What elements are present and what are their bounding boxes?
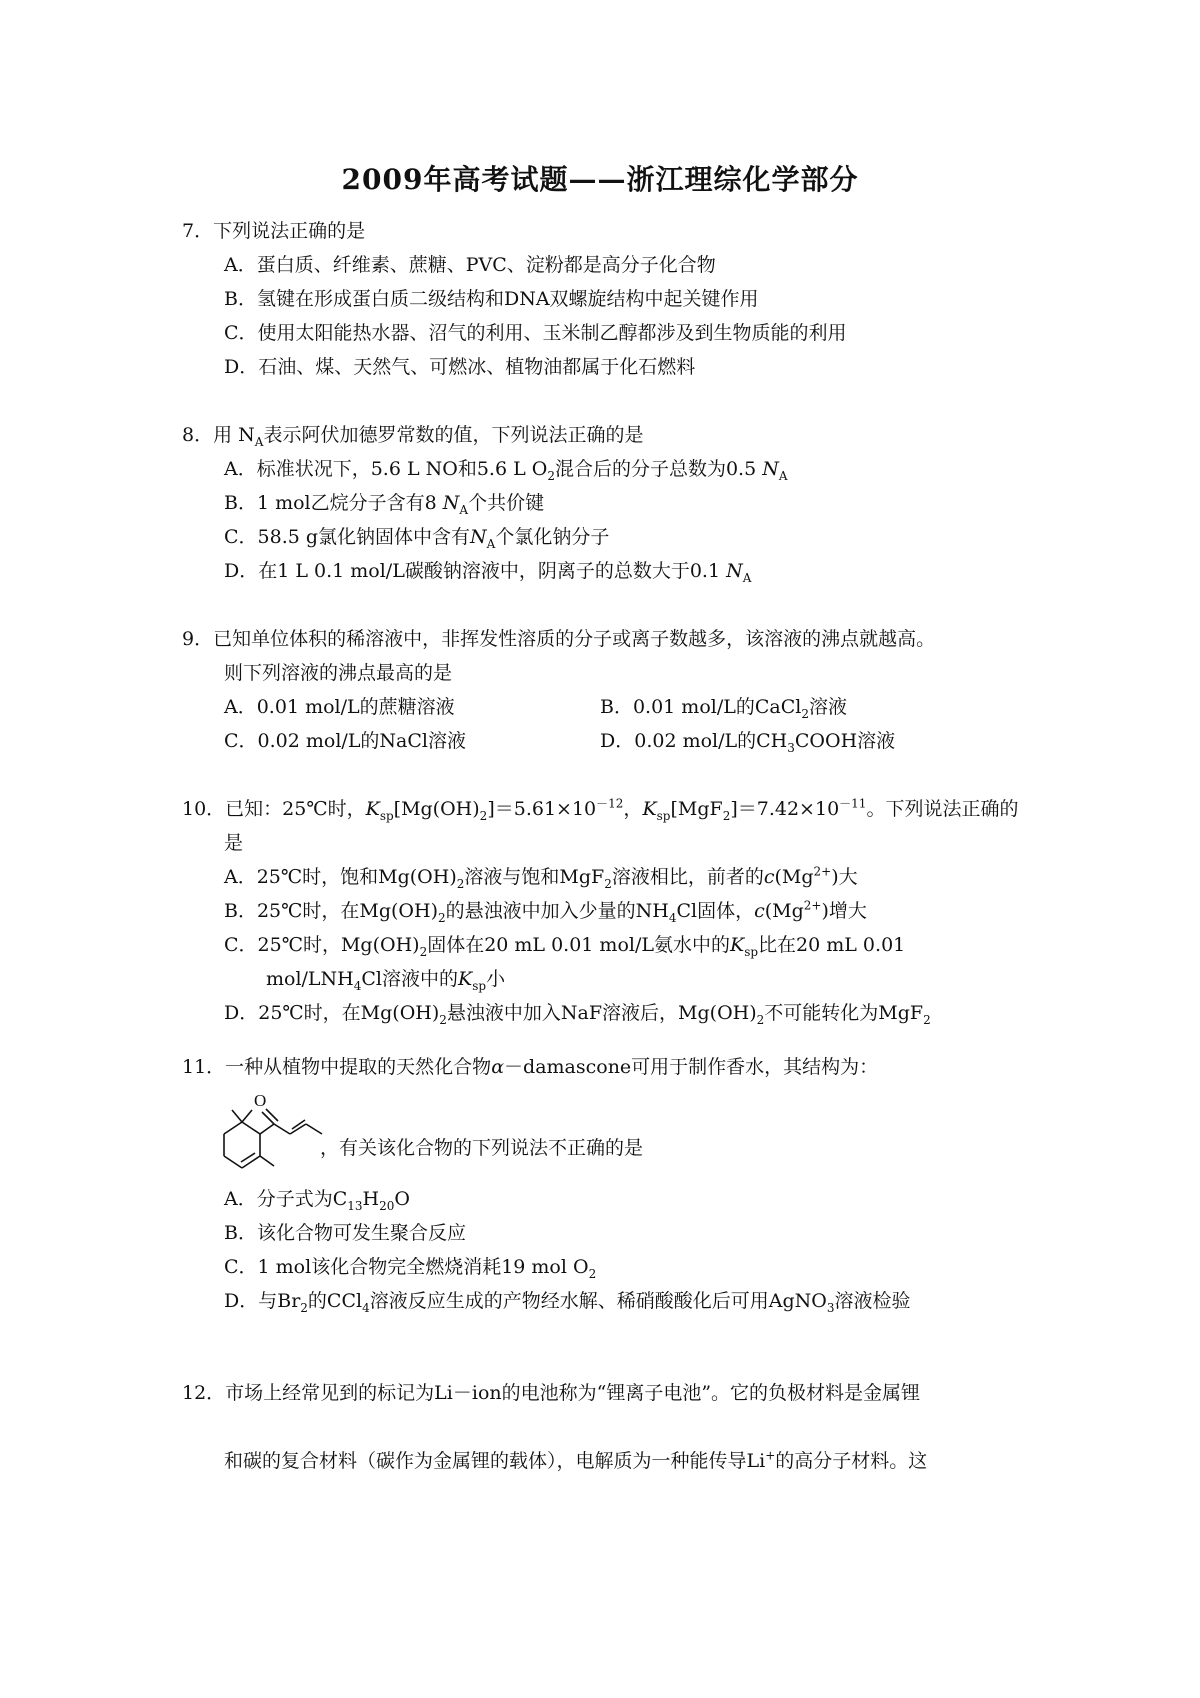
question-11-stem: 11．一种从植物中提取的天然化合物α－damascone可用于制作香水，其结构为： bbox=[182, 1056, 879, 1078]
oxygen-atom-label: O bbox=[254, 1091, 267, 1110]
question-7-option-c: C．使用太阳能热水器、沼气的利用、玉米制乙醇都涉及到生物质能的利用 bbox=[224, 322, 847, 344]
question-7-option-b: B．氢键在形成蛋白质二级结构和DNA双螺旋结构中起关键作用 bbox=[224, 288, 759, 310]
question-9-option-c: C．0.02 mol/L的NaCl溶液 bbox=[224, 730, 466, 752]
question-9-option-b: B．0.01 mol/L的CaCl$_2$溶液 bbox=[600, 696, 847, 721]
question-12-stem: 12．市场上经常见到的标记为Li－ion的电池称为“锂离子电池”。它的负极材料是金属锂 bbox=[182, 1382, 921, 1404]
question-11-option-b: B．该化合物可发生聚合反应 bbox=[224, 1222, 466, 1244]
question-10-option-c: C．25℃时，$Mg(OH)_2$固体在20 mL 0.01 mol/L氨水中的$K_{sp}$比在20 mL 0.01 bbox=[224, 934, 906, 959]
question-9-option-d: D．0.02 mol/L的$CH_3COOH$溶液 bbox=[600, 730, 896, 755]
question-9-stem-continued: 则下列溶液的沸点最高的是 bbox=[224, 662, 453, 684]
question-8-option-b: B．1 mol乙烷分子含有8 $N_A$个共价键 bbox=[224, 492, 545, 517]
question-11-option-c: C．1 mol该化合物完全燃烧消耗19 mol $O_2$ bbox=[224, 1256, 597, 1281]
question-12-stem-continued: 和碳的复合材料（碳作为金属锂的载体），电解质为一种能传导Li+的高分子材料。这 bbox=[224, 1448, 928, 1472]
question-10-stem-continued: 是 bbox=[224, 832, 244, 854]
question-9-stem: 9．已知单位体积的稀溶液中，非挥发性溶质的分子或离子数越多，该溶液的沸点就越高。 bbox=[182, 628, 936, 650]
question-8-option-a: A．标准状况下，5.6 L NO和5.6 L $O_2$混合后的分子总数为0.5 $N_A$ bbox=[224, 458, 788, 483]
question-7-option-a: A．蛋白质、纤维素、蔗糖、PVC、淀粉都是高分子化合物 bbox=[224, 254, 716, 276]
question-10-option-c-continued: mol/$LNH_4Cl$溶液中的$K_{sp}$小 bbox=[266, 968, 506, 993]
question-8-stem: 8．用 $N_A$表示阿伏加德罗常数的值，下列说法正确的是 bbox=[182, 424, 644, 449]
question-10-option-b: B．25℃时，在$Mg(OH)_2$的悬浊液中加入少量的$NH_4Cl$固体，$c(Mg^{2+})$增大 bbox=[224, 898, 867, 925]
question-8-option-d: D．在1 L 0.1 mol/L碳酸钠溶液中，阴离子的总数大于0.1 $N_A$ bbox=[224, 560, 752, 585]
question-11-option-a: A．分子式为$C_{13}H_{20}O$ bbox=[224, 1188, 410, 1213]
question-7-option-d: D．石油、煤、天然气、可燃冰、植物油都属于化石燃料 bbox=[224, 356, 696, 378]
question-9-option-a: A．0.01 mol/L的蔗糖溶液 bbox=[224, 696, 455, 718]
question-11-option-d: D．与$Br_2$的CCl$_4$溶液反应生成的产物经水解、稀硝酸酸化后可用AgNO$_3$溶液检验 bbox=[224, 1290, 911, 1315]
question-7-stem: 7．下列说法正确的是 bbox=[182, 220, 366, 242]
question-10-option-d: D．25℃时，在$Mg(OH)_2$悬浊液中加入NaF溶液后，$Mg(OH)_2$不可能转化为MgF$_2$ bbox=[224, 1002, 931, 1027]
question-10-stem: 10．已知：25℃时，$K_{sp}[Mg(OH)_2]=5.61\times 10^{-12}$，$K_{sp}[MgF_2]=7.42\times 10^{-11}$。下列说法正确的 bbox=[182, 796, 1019, 823]
page-title: 2009年高考试题——浙江理综化学部分 bbox=[341, 163, 859, 196]
question-8-option-c: C．58.5 g氯化钠固体中含有$N_A$个氯化钠分子 bbox=[224, 526, 610, 551]
question-11-stem-continued: ，有关该化合物的下列说法不正确的是 bbox=[320, 1137, 644, 1159]
question-10-option-a: A．25℃时，饱和$Mg(OH)_2$溶液与饱和MgF$_2$溶液相比，前者的$c(Mg^{2+})$大 bbox=[224, 864, 858, 891]
